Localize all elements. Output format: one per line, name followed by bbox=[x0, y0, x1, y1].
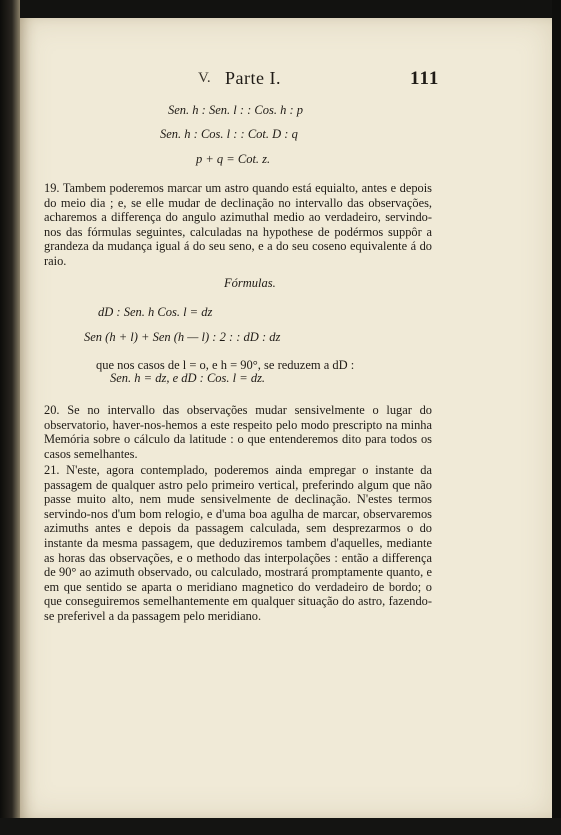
paragraph-number: 20. bbox=[44, 403, 60, 417]
page-number: 111 bbox=[410, 68, 440, 89]
formulas-heading: Fórmulas. bbox=[224, 276, 276, 290]
paragraph-21 bbox=[44, 463, 432, 624]
scanner-bottom-strip bbox=[0, 818, 561, 835]
formula-sen-line: Sen (h + l) + Sen (h — l) : 2 : : dD : dz bbox=[84, 330, 281, 344]
paragraph-text: N'este, agora contemplado, poderemos ainda empregar o instante da passagem de qualquer astro pelo primeiro vertical, preferindo algum que não passe muito alto, nem mude sensivelmente de declinação. N'estes termos servindo-nos d'um bom relogio, e d'uma boa agulha de marcar, observaremos azimuths antes e depois da passagem calculada, sem desprezarmos o do instante da mesma passagem, que deduziremos tambem d'aquelles, mediante as horas das observações, e o methodo das interpolações : então a differença de 90° ao azimuth observado, ou calculado, mostrará promptamente quanto, e em que sentido se aparta o meridiano magnetico do verdadeiro de bordo; o que conseguiremos semelhantemente em qualquer situação do astro, fazendo-se preferivel a da passagem pelo meridiano. bbox=[44, 463, 433, 623]
paragraph-number: 19. bbox=[44, 181, 60, 195]
paragraph-number: 21. bbox=[44, 463, 60, 477]
formula-line-1: Sen. h : Sen. l : : Cos. h : p bbox=[168, 103, 304, 117]
paragraph-20 bbox=[44, 403, 432, 461]
page-edge-shadow bbox=[552, 0, 561, 835]
paragraph-text: Se no intervallo das observações mudar sensivelmente o lugar do observatorio, haver-nos-hemos a este respeito pelo modo prescripto na minha Memória sobre o cálculo da latitude : o que entenderemos dito para todos os casos semelhantes. bbox=[44, 403, 432, 461]
book-page bbox=[20, 18, 552, 818]
running-head bbox=[20, 68, 552, 98]
paragraph-19 bbox=[44, 181, 432, 269]
running-head-title: Parte I. bbox=[225, 68, 281, 88]
formula-line-3: p + q = Cot. z. bbox=[196, 152, 271, 166]
formula-dD-line: dD : Sen. h Cos. l = dz bbox=[98, 305, 213, 319]
formula-reduction-result: Sen. h = dz, e dD : Cos. l = dz. bbox=[110, 371, 266, 385]
formula-line-2: Sen. h : Cos. l : : Cot. D : q bbox=[160, 127, 298, 141]
signature-marker: V. bbox=[198, 70, 211, 86]
paragraph-text: Tambem poderemos marcar um astro quando está equialto, antes e depois do meio dia ; e, se elle mudar de declinação no intervallo das observações, acharemos a differença do angulo azimuthal medio ao verdadeiro, servindo-nos das fórmulas seguintes, calculadas na hypothese de podérmos suppôr a grandeza da mudança igual á do seu seno, e a do seu coseno equivalente á do raio. bbox=[44, 181, 432, 268]
formula-reduction-line: que nos casos de l = o, e h = 90°, se reduzem a dD : bbox=[96, 358, 355, 372]
book-spine-shadow bbox=[0, 0, 20, 835]
